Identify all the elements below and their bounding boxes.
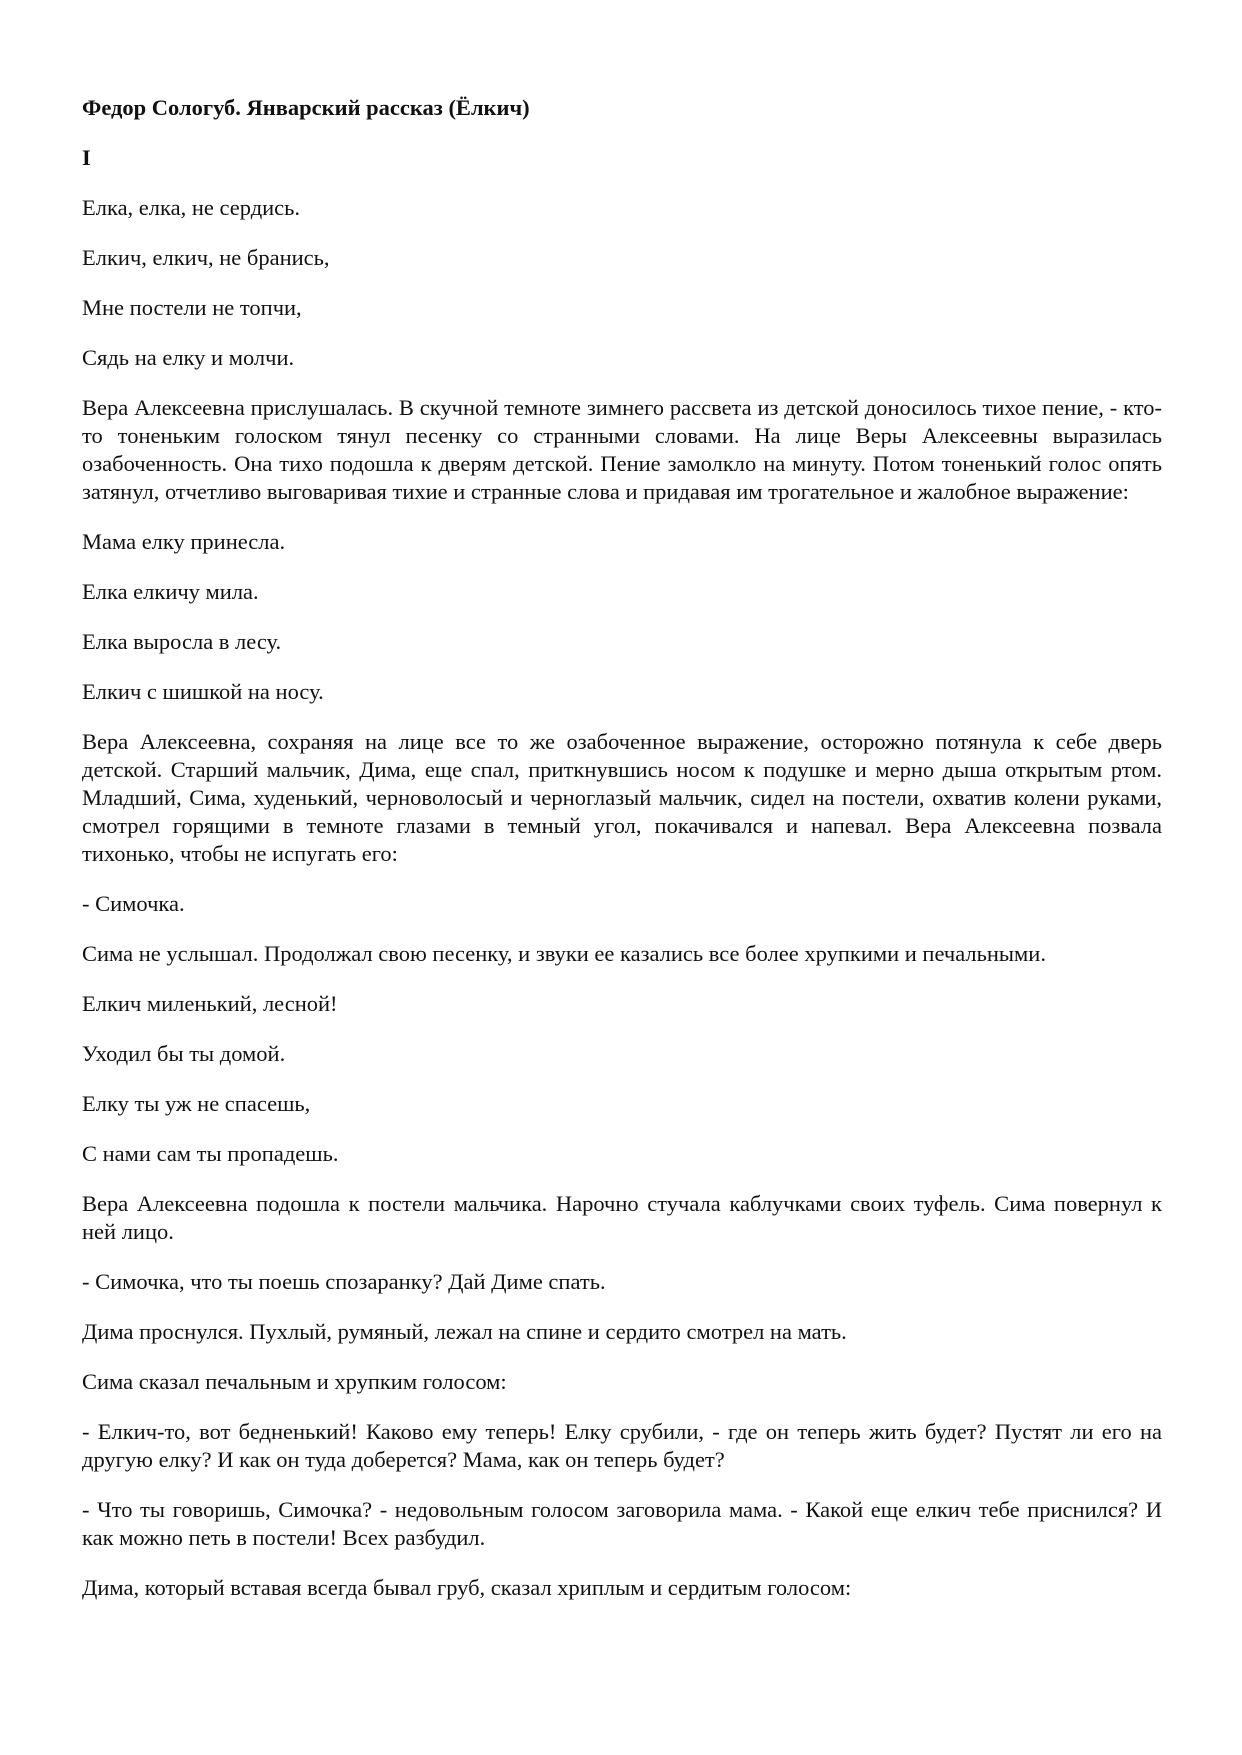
verse-line: Мама елку принесла. <box>82 529 286 554</box>
paragraph: Дима, который вставая всегда бывал груб, сказал хриплым и сердитым голосом: <box>82 1575 852 1600</box>
story-text <box>82 194 1162 1624</box>
verse-line: Уходил бы ты домой. <box>82 1041 286 1066</box>
verse-line: Елкич с шишкой на носу. <box>82 679 324 704</box>
document-page <box>82 0 1162 1755</box>
verse-line: Сядь на елку и молчи. <box>82 345 295 370</box>
paragraph: Вера Алексеевна прислушалась. В скучной темноте зимнего рассвета из детской доносилось тихое пение, - кто-то тоненьким голоском тянул песенку со странными словами. На лице Веры Алексеевны выразилась озабоченность. Она тихо подошла к дверям детской. Пение замолкло на минуту. Потом тоненький голос опять затянул, отчетливо выговаривая тихие и странные слова и придавая им трогательное и жалобное выражение: <box>82 395 1162 504</box>
paragraph: Вера Алексеевна подошла к постели мальчика. Нарочно стучала каблучками своих туфель. Сима повернул к ней лицо. <box>82 1191 1162 1244</box>
dialogue-line: - Симочка. <box>82 891 185 916</box>
verse-line: Елкич, елкич, не бранись, <box>82 245 330 270</box>
verse-line: Елка выросла в лесу. <box>82 629 282 654</box>
chapter-heading: I <box>82 145 91 170</box>
paragraph: Сима сказал печальным и хрупким голосом: <box>82 1369 507 1394</box>
paragraph: Сима не услышал. Продолжал свою песенку, и звуки ее казались все более хрупкими и печальными. <box>82 941 1046 966</box>
document-title: Федор Сологуб. Январский рассказ (Ёлкич) <box>82 95 530 120</box>
dialogue-line: - Симочка, что ты поешь спозаранку? Дай Диме спать. <box>82 1269 606 1294</box>
verse-line: Елка елкичу мила. <box>82 579 259 604</box>
verse-line: Елка, елка, не сердись. <box>82 195 301 220</box>
verse-line: С нами сам ты пропадешь. <box>82 1141 339 1166</box>
verse-line: Мне постели не топчи, <box>82 295 302 320</box>
paragraph: Дима проснулся. Пухлый, румяный, лежал на спине и сердито смотрел на мать. <box>82 1319 847 1344</box>
dialogue-line: - Что ты говоришь, Симочка? - недовольным голосом заговорила мама. - Какой еще елкич тебе приснился? И как можно петь в постели! Всех разбудил. <box>82 1497 1162 1550</box>
dialogue-line: - Елкич-то, вот бедненький! Каково ему теперь! Елку срубили, - где он теперь жить будет? Пустят ли его на другую елку? И как он туда доберется? Мама, как он теперь будет? <box>82 1419 1162 1472</box>
verse-line: Елку ты уж не спасешь, <box>82 1091 311 1116</box>
verse-line: Елкич миленький, лесной! <box>82 991 338 1016</box>
paragraph: Вера Алексеевна, сохраняя на лице все то же озабоченное выражение, осторожно потянула к себе дверь детской. Старший мальчик, Дима, еще спал, приткнувшись носом к подушке и мерно дыша открытым ртом. Младший, Сима, худенький, черноволосый и черноглазый мальчик, сидел на постели, охватив колени руками, смотрел горящими в темноте глазами в темный угол, покачивался и напевал. Вера Алексеевна позвала тихонько, чтобы не испугать его: <box>82 729 1162 866</box>
